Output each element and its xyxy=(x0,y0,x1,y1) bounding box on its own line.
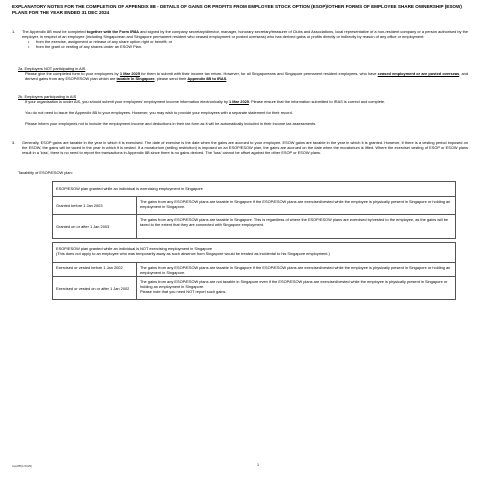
note-1 xyxy=(12,29,468,49)
note-1-number: 1. xyxy=(12,29,16,34)
note-3 xyxy=(12,140,468,155)
table-cell-condition: Exercised or vested on or after 1 Jan 2002 xyxy=(53,277,137,300)
note-2a-text: Please give the completed form to your employees by 1 Mar 2025 for them to submit with their income tax return. However, for all Singaporeans and Singapore permanent resident employees, who have ceased employment or are posted overseas, and derived gains from any ESOP/ESOW plan which are taxable in Singapore, please send their Appendix 8B to IRAS. xyxy=(25,71,469,82)
note-2a-heading: 2a. Employers NOT participating in AIS xyxy=(18,66,86,71)
taxability-label: Taxability of ESOP/ESOW plan: xyxy=(18,170,73,175)
note-3-text: Generally, ESOP gains are taxable in the year in which it is exercised. The date of exercise is the date when the gains are accrued to your employee. ESOW gains are taxable in the year in which it is granted. However, if there is a vesting period imposed on the ESOW, the gains will be taxed in the year in which it is vested. If a moratorium (selling restriction) is imposed on an ESOP/ESOW plan, the gains are accrued on the date when the moratorium is lifted. Where the exercise/ vesting of ESOP or ESOW plans result in a 'loss', there is no need to report the transactions in Appendix 8B since there is no gains derived. The 'loss' cannot be offset against the other ESOP or ESOW plans. xyxy=(22,140,468,156)
table-cell-condition: Granted on or after 1 Jan 2003 xyxy=(53,215,137,239)
form-version-label: App8B(1/2025) xyxy=(12,464,33,468)
table-not-employment-in-singapore xyxy=(52,242,456,300)
table-header-title: ESOP/ESOW plan granted while an individual is NOT exercising employment in Singapore xyxy=(56,246,213,251)
table-cell-treatment: The gains from any ESOP/ESOW plans are taxable in Singapore if the ESOP/ESOW plans are exercised/vested while the employee is physically present in Singapore or holding an employment in Singapore. xyxy=(137,197,456,215)
table-cell-text: The gains from any ESOP/ESOW plans are not taxable in Singapore even if the ESOP/ESOW plans are exercised/vested while the employee is physically present in Singapore or holding an employment in Singapore. xyxy=(140,278,448,289)
table-header-note: (This does not apply to an employee who was temporarily away as such absence from Singapore would be treated as incidental to his Singapore employment.) xyxy=(56,251,330,257)
note-1-bullet: • from the grant or vesting of any shares under an ESOW Plan. xyxy=(28,44,468,49)
note-1-bullet: • from the exercise, assignment or release of any share option right or benefit; or xyxy=(28,39,468,44)
table-header-row xyxy=(53,243,456,263)
table-cell-treatment xyxy=(137,277,456,300)
table-row xyxy=(53,215,456,239)
page-number: 1 xyxy=(257,463,259,467)
table-cell-condition: Exercised or vested before 1 Jan 2002 xyxy=(53,263,137,277)
table-cell-treatment: The gains from any ESOP/ESOW plans are taxable in Singapore if the ESOP/ESOW plans are exercised/vested while the employee is physically present in Singapore or holding an employment in Singapore. xyxy=(137,263,456,277)
table-employment-in-singapore xyxy=(52,181,456,239)
table-header: ESOP/ESOW plan granted while an individual is exercising employment in Singapore xyxy=(53,182,456,197)
table-header-row xyxy=(53,182,456,197)
note-2b-para-2: You do not need to issue the Appendix 8B to your employees. However, you may wish to provide your employees with a separate statement for their record. xyxy=(25,110,293,116)
table-row xyxy=(53,277,456,300)
page-title: EXPLANATORY NOTES FOR THE COMPLETION OF APPENDIX 8B - DETAILS OF GAINS OR PROFITS FROM EMPLOYEE STOCK OPTION (ESOP)/OTHER FORMS OF EMPLOYEE SHARE OWNERSHIP (ESOW) PLANS FOR THE YEAR ENDED 31 DEC 2024 xyxy=(12,4,462,16)
table-row xyxy=(53,197,456,215)
note-2b-para-3: Please inform your employees not to include the employment income and deductions in their tax form as it will be automatically included in their income tax assessments. xyxy=(25,121,317,127)
note-3-number: 3. xyxy=(12,140,16,145)
table-cell-treatment: The gains from any ESOP/ESOW plans are taxable in Singapore. This is regardless of where the ESOP/ESOW plans are exercised by/vested to the employee, as the gains will be taxed to the extent that they are connected with Singapore employment. xyxy=(137,215,456,239)
note-1-text: The Appendix 8B must be completed together with the Form IR8A and signed by the company secretary/director, manager, honorary secretary/treasurer of Clubs and Associations, local representative of a non-resident company or a person authorised by the employer, in respect of an employee (including Singaporean and Singapore permanent resident who ceased employment or posted overseas) who has derived gains or profits directly or indirectly by reason of any office or employment: xyxy=(22,29,469,40)
note-2b-heading: 2b. Employers participating in AIS xyxy=(18,94,77,99)
note-2a xyxy=(18,66,468,81)
table-cell-condition: Granted before 1 Jan 2003 xyxy=(53,197,137,215)
note-2b xyxy=(18,94,468,126)
table-row xyxy=(53,263,456,277)
table-cell-note: Please note that you need NOT report such gains. xyxy=(140,288,227,294)
table-header xyxy=(53,243,456,263)
note-2b-text: If your organisation is under AIS, you should submit your employees' employment income information electronically by 1 Mar 2025. Please ensure that the information submitted to IRAS is correct and complete. xyxy=(25,99,386,105)
